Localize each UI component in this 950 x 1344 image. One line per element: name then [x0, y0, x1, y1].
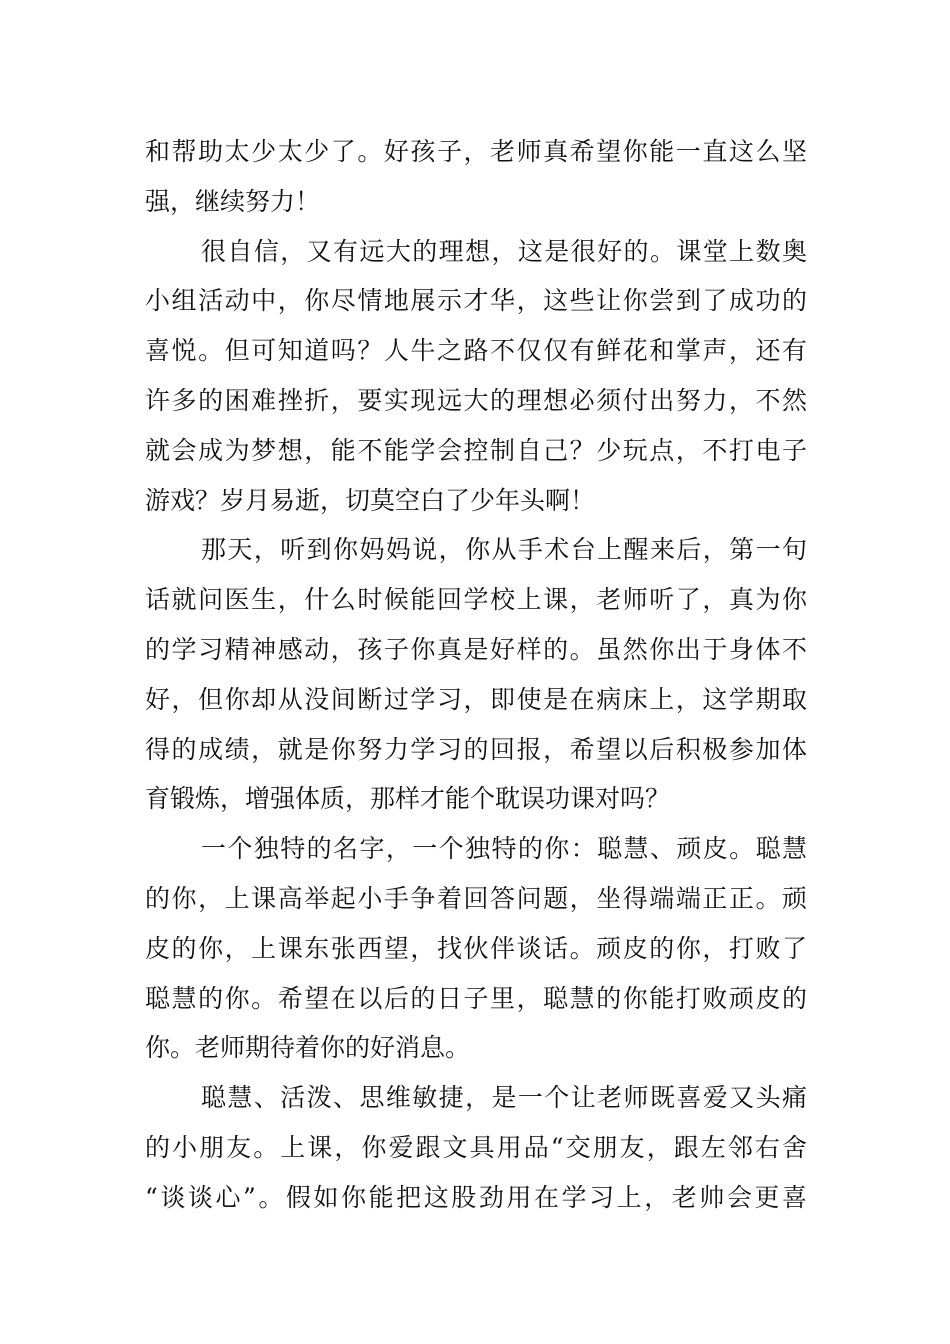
text-line: 小组活动中，你尽情地展示才华，这些让你尝到了成功的: [145, 286, 807, 316]
text-line: 很自信，又有远大的理想，这是很好的。课堂上数奥: [201, 236, 807, 266]
text-line: 的小朋友。上课，你爱跟文具用品“交朋友，跟左邻右舍: [145, 1132, 807, 1162]
text-line: 育锻炼，增强体质，那样才能个耽误功课对吗？: [145, 784, 671, 814]
text-line: 聪慧的你。希望在以后的日子里，聪慧的你能打败顽皮的: [145, 983, 807, 1013]
text-line: 话就问医生，什么时候能回学校上课，老师听了，真为你: [145, 585, 807, 615]
text-line: 皮的你，上课东张西望，找伙伴谈话。顽皮的你，打败了: [145, 933, 807, 963]
text-line: 和帮助太少太少了。好孩子，老师真希望你能一直这么坚: [145, 137, 807, 166]
text-line: 喜悦。但可知道吗？人牛之路不仅仅有鲜花和掌声，还有: [145, 336, 807, 366]
text-line: 的你，上课高举起小手争着回答问题，坐得端端正正。顽: [145, 883, 807, 913]
text-line: 那天，听到你妈妈说，你从手术台上醒来后，第一句: [201, 535, 807, 565]
text-line: “谈谈心”。假如你能把这股劲用在学习上，老帅会更喜: [145, 1182, 807, 1212]
text-line: 你。老师期待着你的好消息。: [145, 1033, 471, 1063]
paragraph-5: [145, 1073, 807, 1222]
text-line: 好，但你却从没间断过学习，即使是在病床上，这学期取: [145, 684, 807, 714]
text-line: 就会成为梦想，能不能学会控制自己？少玩点，不打电子: [145, 435, 807, 465]
text-line: 聪慧、活泼、思维敏捷，是一个让老师既喜爱又头痛: [201, 1083, 807, 1113]
text-line: 得的成绩，就是你努力学习的回报，希望以后积极参加体: [145, 734, 807, 764]
paragraph-3: [145, 525, 807, 824]
paragraph-2: [145, 227, 807, 526]
text-line: 强，继续努力！: [145, 186, 321, 216]
text-line: 许多的困难挫折，要实现远大的理想必须付出努力，不然: [145, 385, 807, 415]
text-line: 一个独特的名字，一个独特的你：聪慧、顽皮。聪慧: [201, 834, 807, 864]
paragraph-4: [145, 824, 807, 1073]
text-line: 游戏？岁月易逝，切莫空白了少年头啊！: [145, 485, 596, 515]
text-line: 的学习精神感动，孩子你真是好样的。虽然你出于身体不: [145, 634, 807, 664]
paragraph-1: [145, 127, 807, 227]
document-body: [145, 127, 807, 1223]
